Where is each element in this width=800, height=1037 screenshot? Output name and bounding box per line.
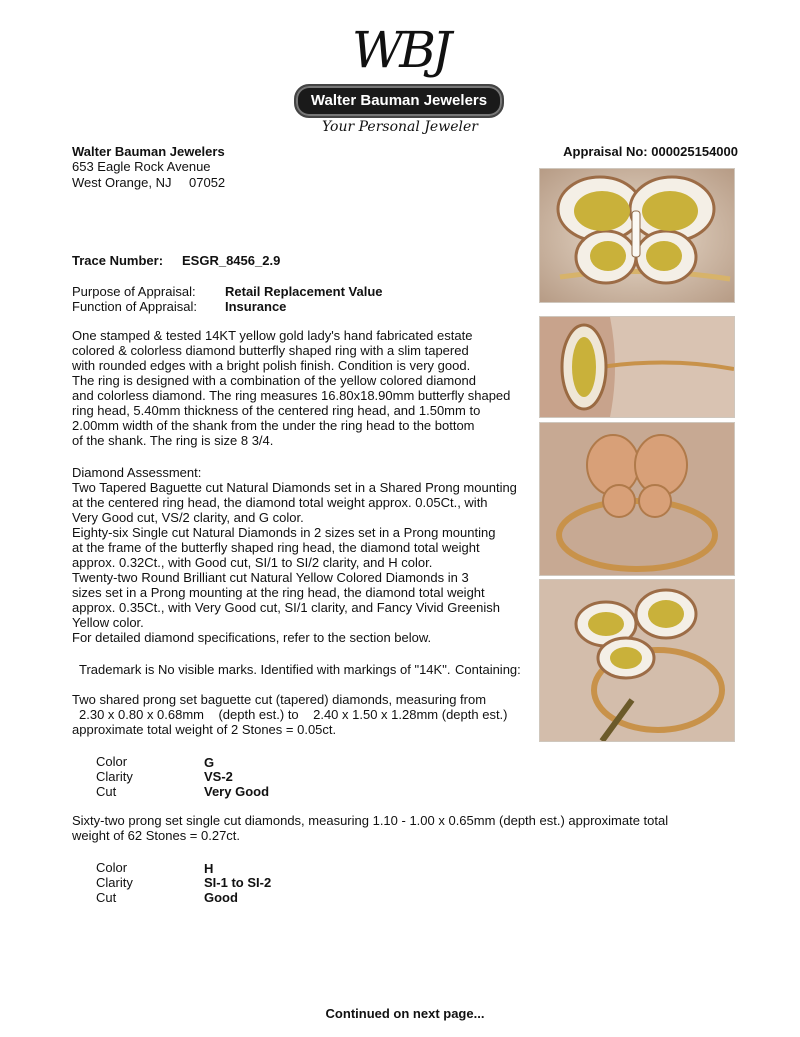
spec2-color-value: H (204, 861, 214, 876)
assessment-heading: Diamond Assessment: (72, 465, 202, 480)
description-line: of the shank. The ring is size 8 3/4. (72, 433, 274, 448)
diamond-assessment (72, 465, 532, 645)
ring-photo-angle-view (539, 579, 735, 742)
butterfly-ring-side-image (540, 317, 734, 417)
assessment-line: Twenty-two Round Brilliant cut Natural Yellow Colored Diamonds in 3 (72, 570, 469, 585)
baguette-line: approximate total weight of 2 Stones = 0.05ct. (72, 722, 337, 737)
function-label: Function of Appraisal: (72, 299, 198, 314)
assessment-line: Eighty-six Single cut Natural Diamonds in 2 sizes set in a Prong mounting (72, 525, 496, 540)
company-city-state: West Orange, NJ (72, 175, 172, 190)
spec1-cut-label: Cut (96, 784, 117, 799)
spec2-clarity-label: Clarity (96, 875, 133, 890)
logo-name: Walter Bauman Jewelers (310, 92, 488, 109)
purpose-label: Purpose of Appraisal: (72, 284, 196, 299)
description-line: One stamped & tested 14KT yellow gold lady's hand fabricated estate (72, 328, 473, 343)
baguette-line: 2.30 x 0.80 x 0.68mm (depth est.) to 2.40 x 1.50 x 1.28mm (depth est.) (79, 707, 508, 722)
ring-description (72, 328, 532, 448)
logo-nameplate (294, 84, 504, 118)
function-value: Insurance (225, 299, 287, 314)
description-line: ring head, 5.40mm thickness of the centered ring head, and 1.50mm to (72, 403, 481, 418)
ring-photo-back-view (539, 422, 735, 576)
single-cut-line: Sixty-two prong set single cut diamonds, measuring 1.10 - 1.00 x 0.65mm (depth est.) approximate total (72, 813, 669, 828)
spec2-color-label: Color (96, 860, 128, 875)
description-line: The ring is designed with a combination of the yellow colored diamond (72, 373, 476, 388)
company-name: Walter Bauman Jewelers (72, 144, 225, 159)
assessment-line: Very Good cut, VS/2 clarity, and G color. (72, 510, 304, 525)
assessment-line: approx. 0.32Ct., with Good cut, SI/1 to SI/2 clarity, and H color. (72, 555, 433, 570)
appraisal-number: Appraisal No: 000025154000 (563, 144, 738, 159)
single-cut-diamonds (72, 813, 672, 843)
containing-label: Containing: (455, 662, 521, 677)
trace-value: ESGR_8456_2.9 (182, 253, 281, 268)
company-logo (280, 20, 520, 138)
spec1-color-label: Color (96, 754, 128, 769)
description-line: with rounded edges with a bright polish finish. Condition is very good. (72, 358, 471, 373)
spec2-clarity-value: SI-1 to SI-2 (204, 875, 272, 890)
assessment-line: approx. 0.35Ct., with Very Good cut, SI/1 clarity, and Fancy Vivid Greenish (72, 600, 501, 615)
baguette-line: Two shared prong set baguette cut (tapered) diamonds, measuring from (72, 692, 487, 707)
purpose-value: Retail Replacement Value (225, 284, 383, 299)
spec2-cut-value: Good (204, 890, 238, 905)
logo-monogram: WBJ (351, 21, 449, 79)
ring-photo-top-view (539, 168, 735, 303)
continued-footer: Continued on next page... (325, 1006, 485, 1021)
assessment-line: For detailed diamond specifications, refer to the section below. (72, 630, 432, 645)
assessment-line: Two Tapered Baguette cut Natural Diamonds set in a Shared Prong mounting (72, 480, 517, 495)
spec1-color-value: G (204, 755, 215, 770)
trademark-note: Trademark is No visible marks. Identified with markings of "14K". (79, 662, 451, 677)
spec1-clarity-value: VS-2 (204, 769, 233, 784)
assessment-line: at the centered ring head, the diamond total weight approx. 0.05Ct., with (72, 495, 488, 510)
trace-label: Trace Number: (72, 253, 164, 268)
spec1-clarity-label: Clarity (96, 769, 133, 784)
baguette-diamonds (72, 692, 532, 737)
description-line: and colorless diamond. The ring measures 16.80x18.90mm butterfly shaped (72, 388, 511, 403)
butterfly-ring-angle-image (540, 580, 734, 741)
description-line: colored & colorless diamond butterfly shaped ring with a slim tapered (72, 343, 469, 358)
assessment-line: at the frame of the butterfly shaped ring head, the diamond total weight (72, 540, 480, 555)
description-line: 2.00mm width of the shank from the under the ring head to the bottom (72, 418, 475, 433)
spec2-cut-label: Cut (96, 890, 117, 905)
spec1-cut-value: Very Good (204, 784, 270, 799)
single-cut-line: weight of 62 Stones = 0.27ct. (72, 828, 241, 843)
ring-photo-side-view (539, 316, 735, 418)
butterfly-ring-top-image (540, 169, 734, 302)
company-address: 653 Eagle Rock Avenue (72, 159, 211, 174)
butterfly-ring-back-image (540, 423, 734, 575)
assessment-line: Yellow color. (72, 615, 144, 630)
company-zip: 07052 (189, 175, 226, 190)
assessment-line: sizes set in a Prong mounting at the ring head, the diamond total weight (72, 585, 485, 600)
logo-tagline: Your Personal Jeweler (322, 119, 478, 135)
